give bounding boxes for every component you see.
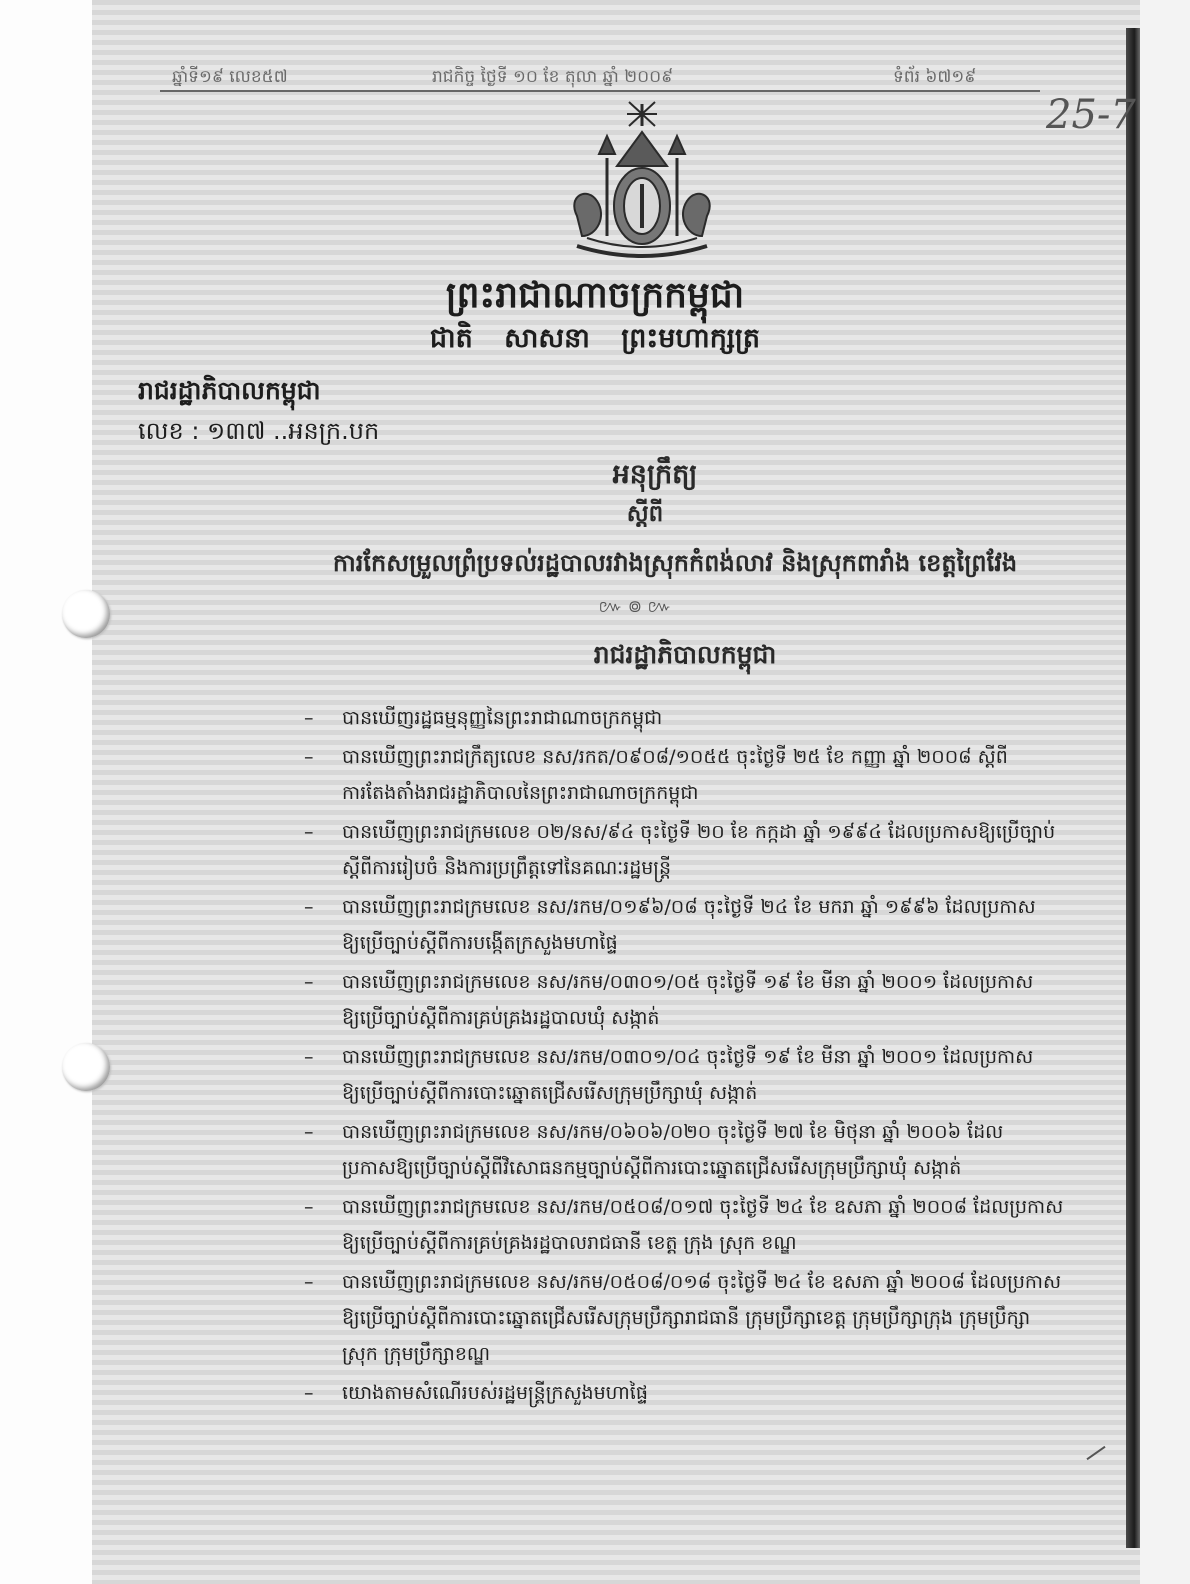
kingdom-title: ព្រះរាជាណាចក្រកម្ពុជា [445,275,745,316]
recital-text-line: ឱ្យប្រើច្បាប់ស្ដីពីការគ្រប់គ្រងរដ្ឋបាលរាជធានី ខេត្ត ក្រុង ស្រុក ខណ្ឌ [342,1232,797,1254]
scan-background-right [1140,0,1190,1584]
document-type: អនុក្រឹត្យ [612,459,698,490]
recital-text-line: បានឃើញព្រះរាជក្រមលេខ នស/រកម/០៥០៨/០១៨ ចុះថ្ងៃទី ២៤ ខែ ឧសភា ឆ្នាំ ២០០៨ ដែលប្រកាស [342,1271,1062,1293]
recital-item [304,1264,1110,1372]
dash-bullet: – [304,1271,314,1293]
gazette-issue: ឆ្នាំទី១៩ លេខ៥៧ [172,67,288,87]
recital-text-line: យោងតាមសំណើរបស់រដ្ឋមន្ត្រីក្រសួងមហាផ្ទៃ [342,1382,648,1404]
ornament-divider: ៚ ៙ ៚ [598,597,672,617]
dash-bullet: – [304,707,314,729]
recital-item [304,1189,1110,1261]
royal-emblem-icon [557,96,727,266]
recital-text-line: ឱ្យប្រើច្បាប់ស្ដីពីការគ្រប់គ្រងរដ្ឋបាលឃុំ សង្កាត់ [342,1007,660,1029]
recital-text-line: ស្ដីពីការរៀបចំ និងការប្រព្រឹត្តទៅនៃគណៈរដ្ឋមន្ត្រី [342,857,672,879]
recital-item [304,814,1110,886]
issuing-authority-heading: រាជរដ្ឋាភិបាលកម្ពុជា [593,640,777,669]
recital-text-line: ឱ្យប្រើច្បាប់ស្ដីពីការបោះឆ្នោតជ្រើសរើសក្រុមប្រឹក្សាឃុំ សង្កាត់ [342,1082,758,1104]
recital-text-line: ឱ្យប្រើច្បាប់ស្ដីពីការបោះឆ្នោតជ្រើសរើសក្រុមប្រឹក្សារាជធានី ក្រុមប្រឹក្សាខេត្ត ក្រុមប្រឹក្សាក្រុង ក្រុមប្រឹក្សា [342,1307,1031,1329]
dash-bullet: – [304,896,314,918]
dash-bullet: – [304,821,314,843]
about-label: ស្ដីពី [626,501,664,527]
document-subject: ការកែសម្រួលព្រំប្រទល់រដ្ឋបាលរវាងស្រុកកំពង់លាវ និងស្រុកពារាំង ខេត្តព្រៃវែង [332,549,1018,577]
recital-item [304,1039,1110,1111]
recital-item [304,739,1110,811]
national-motto: ជាតិ សាសនា ព្រះមហាក្សត្រ [429,323,761,354]
page-left-margin [0,0,92,1584]
recital-text-line: បានឃើញរដ្ឋធម្មនុញ្ញនៃព្រះរាជាណាចក្រកម្ពុជា [342,707,663,729]
recital-item [304,1375,1110,1411]
dash-bullet: – [304,1121,314,1143]
page-right-edge [1126,28,1140,1548]
issuing-authority: រាជរដ្ឋាភិបាលកម្ពុជា [138,376,321,405]
punch-hole-bottom [62,1043,110,1091]
recital-text-line: ការតែងតាំងរាជរដ្ឋាភិបាលនៃព្រះរាជាណាចក្រកម្ពុជា [342,782,699,804]
recital-text-line: បានឃើញព្រះរាជក្រមលេខ នស/រកម/០១៩៦/០៨ ចុះថ្ងៃទី ២៤ ខែ មករា ឆ្នាំ ១៩៩៦ ដែលប្រកាស [342,896,1036,918]
gazette-date: រាជកិច្ច ថ្ងៃទី ១០ ខែ តុលា ឆ្នាំ ២០០៩ [432,67,674,87]
recital-text-line: ស្រុក ក្រុមប្រឹក្សាខណ្ឌ [342,1343,491,1365]
reference-number: លេខ : ១៣៧ ..អនក្រ.បក [138,417,380,445]
dash-bullet: – [304,1196,314,1218]
dash-bullet: – [304,1046,314,1068]
recital-text-line: បានឃើញព្រះរាជក្រឹត្យលេខ នស/រកត/០៩០៨/១០៥៥ ចុះថ្ងៃទី ២៥ ខែ កញ្ញា ឆ្នាំ ២០០៨ ស្ដីពី [342,746,1008,768]
recital-item [304,1114,1110,1186]
recital-text-line: បានឃើញព្រះរាជក្រមលេខ នស/រកម/០៣០១/០៥ ចុះថ្ងៃទី ១៩ ខែ មីនា ឆ្នាំ ២០០១ ដែលប្រកាស [342,971,1034,993]
recital-item [304,889,1110,961]
dash-bullet: – [304,746,314,768]
recital-text-line: បានឃើញព្រះរាជក្រមលេខ នស/រកម/០៣០១/០៤ ចុះថ្ងៃទី ១៩ ខែ មីនា ឆ្នាំ ២០០១ ដែលប្រកាស [342,1046,1034,1068]
recital-text-line: ឱ្យប្រើច្បាប់ស្ដីពីការបង្កើតក្រសួងមហាផ្ទៃ [342,932,618,954]
dash-bullet: – [304,971,314,993]
recital-text-line: ប្រកាសឱ្យប្រើច្បាប់ស្ដីពីវិសោធនកម្មច្បាប់ស្ដីពីការបោះឆ្នោតជ្រើសរើសក្រុមប្រឹក្សាឃុំ សង្កាត់ [342,1157,962,1179]
gazette-page: ទំព័រ ៦៧១៩ [893,67,977,87]
dash-bullet: – [304,1382,314,1404]
recital-text-line: បានឃើញព្រះរាជក្រមលេខ ០២/នស/៩៤ ចុះថ្ងៃទី ២០ ខែ កក្កដា ឆ្នាំ ១៩៩៤ ដែលប្រកាសឱ្យប្រើច្បាប់ [342,821,1056,843]
recital-text-line: បានឃើញព្រះរាជក្រមលេខ នស/រកម/០៥០៨/០១៧ ចុះថ្ងៃទី ២៤ ខែ ឧសភា ឆ្នាំ ២០០៨ ដែលប្រកាស [342,1196,1064,1218]
recital-item [304,964,1110,1036]
recitals-list [304,700,1110,1414]
recital-text-line: បានឃើញព្រះរាជក្រមលេខ នស/រកម/០៦០៦/០២០ ចុះថ្ងៃទី ២៧ ខែ មិថុនា ឆ្នាំ ២០០៦ ដែល [342,1121,1004,1143]
recital-item [304,700,1110,736]
handwritten-note: 25-7 [1046,92,1136,138]
